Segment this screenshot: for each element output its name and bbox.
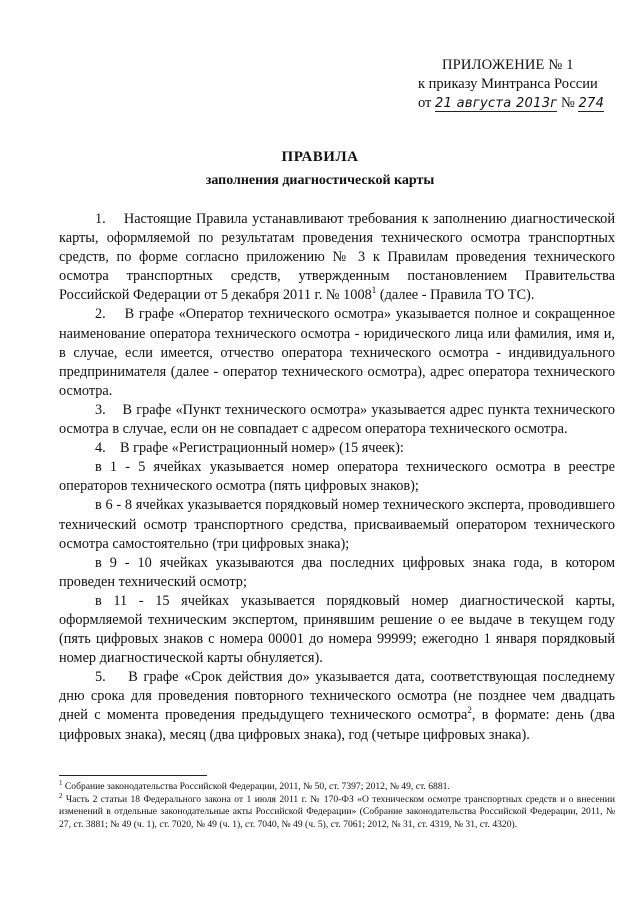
footnote-2-text: Часть 2 статьи 18 Федерального закона от 1 июля 2011 г. № 170-ФЗ «О техническом осмотре транспортных средств и о внесении изменений в отдельные законодательные акты Российской Федерации» (Собрание законодательства Российской Федерации, 2011, № 27, ст. 3881; № 49 (ч. 1), ст. 7020, № 49 (ч. 1), ст. 7040, № 49 (ч. 5), ст. 7061; 2012, № 31, ст. 4319, № 31, ст. 4320).	[59, 794, 615, 830]
document-body	[59, 210, 615, 745]
paragraph-1-text: 1. Настоящие Правила устанавливают требования к заполнению диагностической карты, оформляемой по результатам проведения технического осмотра транспортных средств, по форме согласно приложению № 3 к Правилам проведения технического осмотра транспортных средств, утвержденным постановлением Правительства Российской Федерации от 5 декабря 2011 г. № 1008	[59, 211, 615, 304]
paragraph-5	[59, 668, 615, 744]
document-subtitle: заполнения диагностической карты	[205, 173, 435, 188]
document-title-block	[0, 148, 640, 190]
paragraph-4-item-d: в 11 - 15 ячейках указывается порядковый номер диагностической карты, оформляемой техническим экспертом, принявшим решение о ее выдаче в текущем году (пять цифровых знаков с номера 00001 до номера 99999; ежегодно 1 января порядковый номер диагностической карты обнуляется).	[59, 592, 615, 667]
paragraph-4: 4. В графе «Регистрационный номер» (15 ячеек):	[95, 440, 404, 457]
date-prefix: от	[418, 95, 432, 111]
footnote-1-mark: 1	[59, 778, 63, 787]
paragraph-4-item-b: в 6 - 8 ячейках указывается порядковый номер технического эксперта, проводившего технический осмотр транспортного средства, присваиваемый оператором технического осмотра самостоятельно (три цифровых знака);	[59, 497, 615, 552]
paragraph-1	[59, 210, 615, 305]
paragraph-1-tail: (далее - Правила ТО ТС).	[376, 287, 535, 304]
paragraph-2: 2. В графе «Оператор технического осмотра» указывается полное и сокращенное наименование оператора технического осмотра - юридического лица или фамилия, имя и, в случае, если имеется, отчество оператора технического осмотра - индивидуального предпринимателя (далее - оператор технического осмотра), адрес оператора технического осмотра.	[59, 306, 615, 399]
footnote-2-mark: 2	[59, 792, 63, 801]
paragraph-4-item-c: в 9 - 10 ячейках указываются два последних цифровых знака года, в котором проведен технический осмотр;	[59, 554, 615, 590]
paragraph-4-item-a: в 1 - 5 ячейках указывается номер оператора технического осмотра в реестре операторов технического осмотра (пять цифровых знаков);	[59, 459, 615, 495]
paragraph-3: 3. В графе «Пункт технического осмотра» указывается адрес пункта технического осмотра в случае, если он не совпадает с адресом оператора технического осмотра.	[59, 401, 615, 438]
footnote-ref-1: 1	[371, 285, 377, 296]
appendix-title: ПРИЛОЖЕНИЕ № 1	[442, 57, 574, 73]
footnote-1-text: Собрание законодательства Российской Федерации, 2011, № 50, ст. 7397; 2012, № 49, ст. 6881.	[62, 781, 450, 792]
footnote-2	[59, 794, 615, 831]
footnote-ref-2: 2	[467, 705, 472, 716]
appendix-order-reference: к приказу Минтранса России	[418, 76, 598, 92]
document-title: ПРАВИЛА	[281, 149, 359, 165]
paragraph-5-tail: , в формате: день (два цифровых знака), месяц (два цифровых знака), год (четыре цифровых знака).	[59, 707, 615, 743]
handwritten-date: 21 августа 2013г	[435, 96, 558, 111]
footnote-separator	[59, 775, 207, 776]
appendix-date-line	[412, 94, 622, 113]
appendix-header	[412, 56, 622, 113]
footnote-1	[59, 778, 615, 793]
footnotes	[59, 778, 615, 832]
paragraph-5-text: 5. В графе «Срок действия до» указывается дата, соответствующая последнему дню срока для проведения повторного технического осмотра (не позднее чем двадцать дней с момента проведения предыдущего технического осмотра	[59, 669, 615, 724]
number-sign: №	[561, 95, 575, 111]
handwritten-number: 274	[578, 96, 605, 111]
